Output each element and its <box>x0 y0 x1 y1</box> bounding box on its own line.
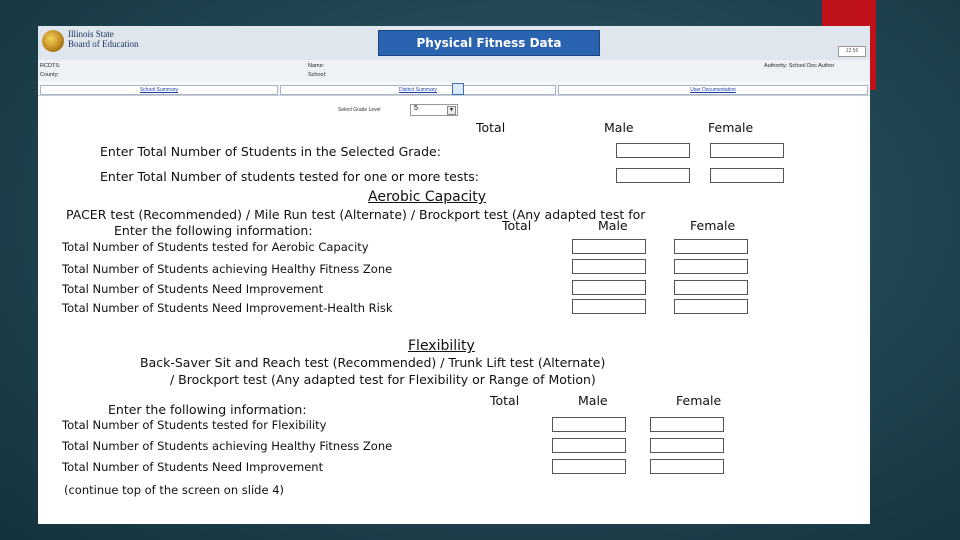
aerobic-description: PACER test (Recommended) / Mile Run test (Alternate) / Brockport test (Any adapted test for <box>66 207 646 222</box>
aerobic-row-1-male-input[interactable] <box>572 239 646 254</box>
tested-total-label: Enter Total Number of students tested for one or more tests: <box>100 169 480 184</box>
info-bar <box>38 60 870 82</box>
flexibility-row-2-female-input[interactable] <box>650 438 724 453</box>
flexibility-male-header: Male <box>578 393 608 408</box>
flexibility-row-1-label: Total Number of Students tested for Flexibility <box>62 418 327 432</box>
grade-total-label: Enter Total Number of Students in the Selected Grade: <box>100 144 441 159</box>
continue-note: (continue top of the screen on slide 4) <box>64 483 284 497</box>
aerobic-row-2-label: Total Number of Students achieving Healthy Fitness Zone <box>62 262 393 276</box>
aerobic-row-4-female-input[interactable] <box>674 299 748 314</box>
top-total-header: Total <box>476 120 506 135</box>
flexibility-description-2: / Brockport test (Any adapted test for Flexibility or Range of Motion) <box>170 372 596 387</box>
aerobic-row-2-female-input[interactable] <box>674 259 748 274</box>
top-female-header: Female <box>708 120 754 135</box>
top-male-header: Male <box>604 120 634 135</box>
aerobic-row-2-male-input[interactable] <box>572 259 646 274</box>
flexibility-enter-label: Enter the following information: <box>108 402 307 417</box>
flexibility-row-1-female-input[interactable] <box>650 417 724 432</box>
flexibility-title: Flexibility <box>408 338 475 354</box>
grade-male-input[interactable] <box>616 143 690 158</box>
grade-female-input[interactable] <box>710 143 784 158</box>
aerobic-row-1-female-input[interactable] <box>674 239 748 254</box>
flexibility-female-header: Female <box>676 393 722 408</box>
state-seal-icon <box>42 30 64 52</box>
org-line-1: Illinois State <box>68 29 114 39</box>
flexibility-row-3-female-input[interactable] <box>650 459 724 474</box>
session-timer: 12:56 <box>838 46 866 57</box>
name-label: Name: <box>308 63 325 69</box>
app-header <box>38 26 870 61</box>
aerobic-total-header: Total <box>502 218 532 233</box>
flexibility-row-3-male-input[interactable] <box>552 459 626 474</box>
chevron-down-icon[interactable]: ▼ <box>447 106 456 115</box>
grade-value: 5 <box>414 105 418 112</box>
aerobic-female-header: Female <box>690 218 736 233</box>
aerobic-enter-label: Enter the following information: <box>114 223 313 238</box>
org-name <box>68 29 138 49</box>
school-summary-link[interactable]: School Summary <box>40 85 278 95</box>
rcdts-label: RCDTS: <box>40 63 61 69</box>
aerobic-title: Aerobic Capacity <box>368 189 487 205</box>
authority-label: Authority: School Doc Author <box>764 63 835 69</box>
tested-male-input[interactable] <box>616 168 690 183</box>
flexibility-description-1: Back-Saver Sit and Reach test (Recommended) / Trunk Lift test (Alternate) <box>140 355 606 370</box>
screenshot-panel <box>38 26 870 524</box>
flexibility-row-1-male-input[interactable] <box>552 417 626 432</box>
flexibility-total-header: Total <box>490 393 520 408</box>
org-line-2: Board of Education <box>68 39 139 49</box>
aerobic-row-4-male-input[interactable] <box>572 299 646 314</box>
tested-female-input[interactable] <box>710 168 784 183</box>
window-icon <box>452 83 464 95</box>
aerobic-row-3-female-input[interactable] <box>674 280 748 295</box>
aerobic-row-4-label: Total Number of Students Need Improvement-Health Risk <box>62 301 393 315</box>
page-title: Physical Fitness Data <box>378 30 600 56</box>
flexibility-row-3-label: Total Number of Students Need Improvement <box>62 460 324 474</box>
flexibility-row-2-male-input[interactable] <box>552 438 626 453</box>
district-summary-link[interactable]: District Summary <box>280 85 556 95</box>
aerobic-row-3-male-input[interactable] <box>572 280 646 295</box>
aerobic-row-1-label: Total Number of Students tested for Aerobic Capacity <box>62 240 369 254</box>
grade-select[interactable] <box>410 104 458 116</box>
grade-label: Select Grade Level <box>338 107 381 113</box>
school-label: School: <box>308 72 327 78</box>
aerobic-row-3-label: Total Number of Students Need Improvement <box>62 282 324 296</box>
user-documentation-link[interactable]: User Documentation <box>558 85 868 95</box>
aerobic-male-header: Male <box>598 218 628 233</box>
county-label: County: <box>40 72 59 78</box>
flexibility-row-2-label: Total Number of Students achieving Healthy Fitness Zone <box>62 439 393 453</box>
